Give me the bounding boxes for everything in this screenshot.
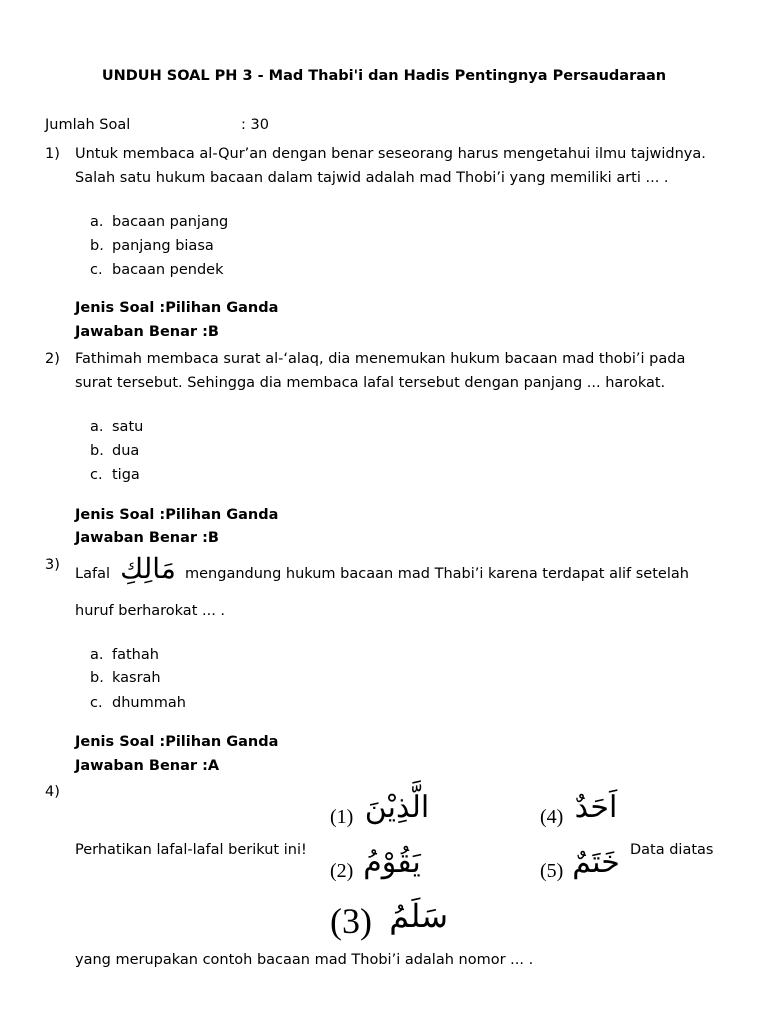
q3-text-line1: mengandung hukum bacaan mad Thabi’i karena terdapat alif setelah bbox=[185, 566, 689, 582]
q2-jawaban: Jawaban Benar :B bbox=[75, 530, 219, 546]
q2-option-c: c. tiga bbox=[90, 467, 140, 483]
q2-option-a: a. satu bbox=[90, 419, 144, 435]
q4-item3-number: (3) bbox=[330, 901, 372, 941]
q4-question: yang merupakan contoh bacaan mad Thobi’i adalah nomor ... . bbox=[75, 952, 534, 968]
q2-jenis-soal: Jenis Soal :Pilihan Ganda bbox=[75, 507, 279, 523]
q3-lafal-label: Lafal bbox=[75, 566, 110, 582]
q4-item1-arabic: الَّذِيْنَ bbox=[364, 790, 430, 825]
q3-jawaban: Jawaban Benar :A bbox=[75, 758, 220, 774]
q3-jenis-soal: Jenis Soal :Pilihan Ganda bbox=[75, 734, 279, 750]
q1-jawaban: Jawaban Benar :B bbox=[75, 324, 219, 340]
jumlah-soal-label: Jumlah Soal bbox=[45, 117, 131, 133]
q1-text-line1: Untuk membaca al-Qur’an dengan benar seseorang harus mengetahui ilmu tajwidnya. bbox=[75, 146, 706, 162]
q3-option-c: c. dhummah bbox=[90, 695, 186, 711]
q4-item2-arabic: يَقُوْمُ bbox=[363, 845, 421, 880]
q4-item4-number: (4) bbox=[540, 806, 564, 828]
q4-number: 4) bbox=[45, 784, 60, 800]
q4-item1-number: (1) bbox=[330, 806, 354, 828]
q4-item5-arabic: خَتَمٌ bbox=[572, 845, 620, 880]
q4-item3-arabic: سَلَمُ bbox=[389, 897, 448, 935]
q4-intro: Perhatikan lafal-lafal berikut ini! bbox=[75, 842, 307, 858]
q2-text-line1: Fathimah membaca surat al-‘alaq, dia menemukan hukum bacaan mad thobi’i pada bbox=[75, 351, 686, 367]
q3-option-b: b. kasrah bbox=[90, 670, 161, 686]
q4-item2-number: (2) bbox=[330, 860, 354, 882]
q2-number: 2) bbox=[45, 351, 60, 367]
q1-option-b: b. panjang biasa bbox=[90, 238, 214, 254]
q3-arabic-maliki: مَالِكِ bbox=[120, 552, 176, 585]
q4-after-text: Data diatas bbox=[630, 842, 714, 858]
q1-text-line2: Salah satu hukum bacaan dalam tajwid adalah mad Thobi’i yang memiliki arti ... . bbox=[75, 170, 669, 186]
q2-option-b: b. dua bbox=[90, 443, 140, 459]
q1-option-c: c. bacaan pendek bbox=[90, 262, 224, 278]
q4-item5-number: (5) bbox=[540, 860, 564, 882]
q2-text-line2: surat tersebut. Sehingga dia membaca lafal tersebut dengan panjang ... harokat. bbox=[75, 375, 666, 391]
q1-number: 1) bbox=[45, 146, 60, 162]
q3-option-a: a. fathah bbox=[90, 647, 159, 663]
jumlah-soal-value: : 30 bbox=[241, 117, 269, 133]
q1-jenis-soal: Jenis Soal :Pilihan Ganda bbox=[75, 300, 279, 316]
q3-text-line2: huruf berharokat ... . bbox=[75, 603, 226, 619]
q4-item4-arabic: اَحَدٌ bbox=[574, 790, 618, 825]
q1-option-a: a. bacaan panjang bbox=[90, 214, 229, 230]
q3-number: 3) bbox=[45, 557, 60, 573]
page-title: UNDUH SOAL PH 3 - Mad Thabi'i dan Hadis Pentingnya Persaudaraan bbox=[101, 68, 667, 84]
